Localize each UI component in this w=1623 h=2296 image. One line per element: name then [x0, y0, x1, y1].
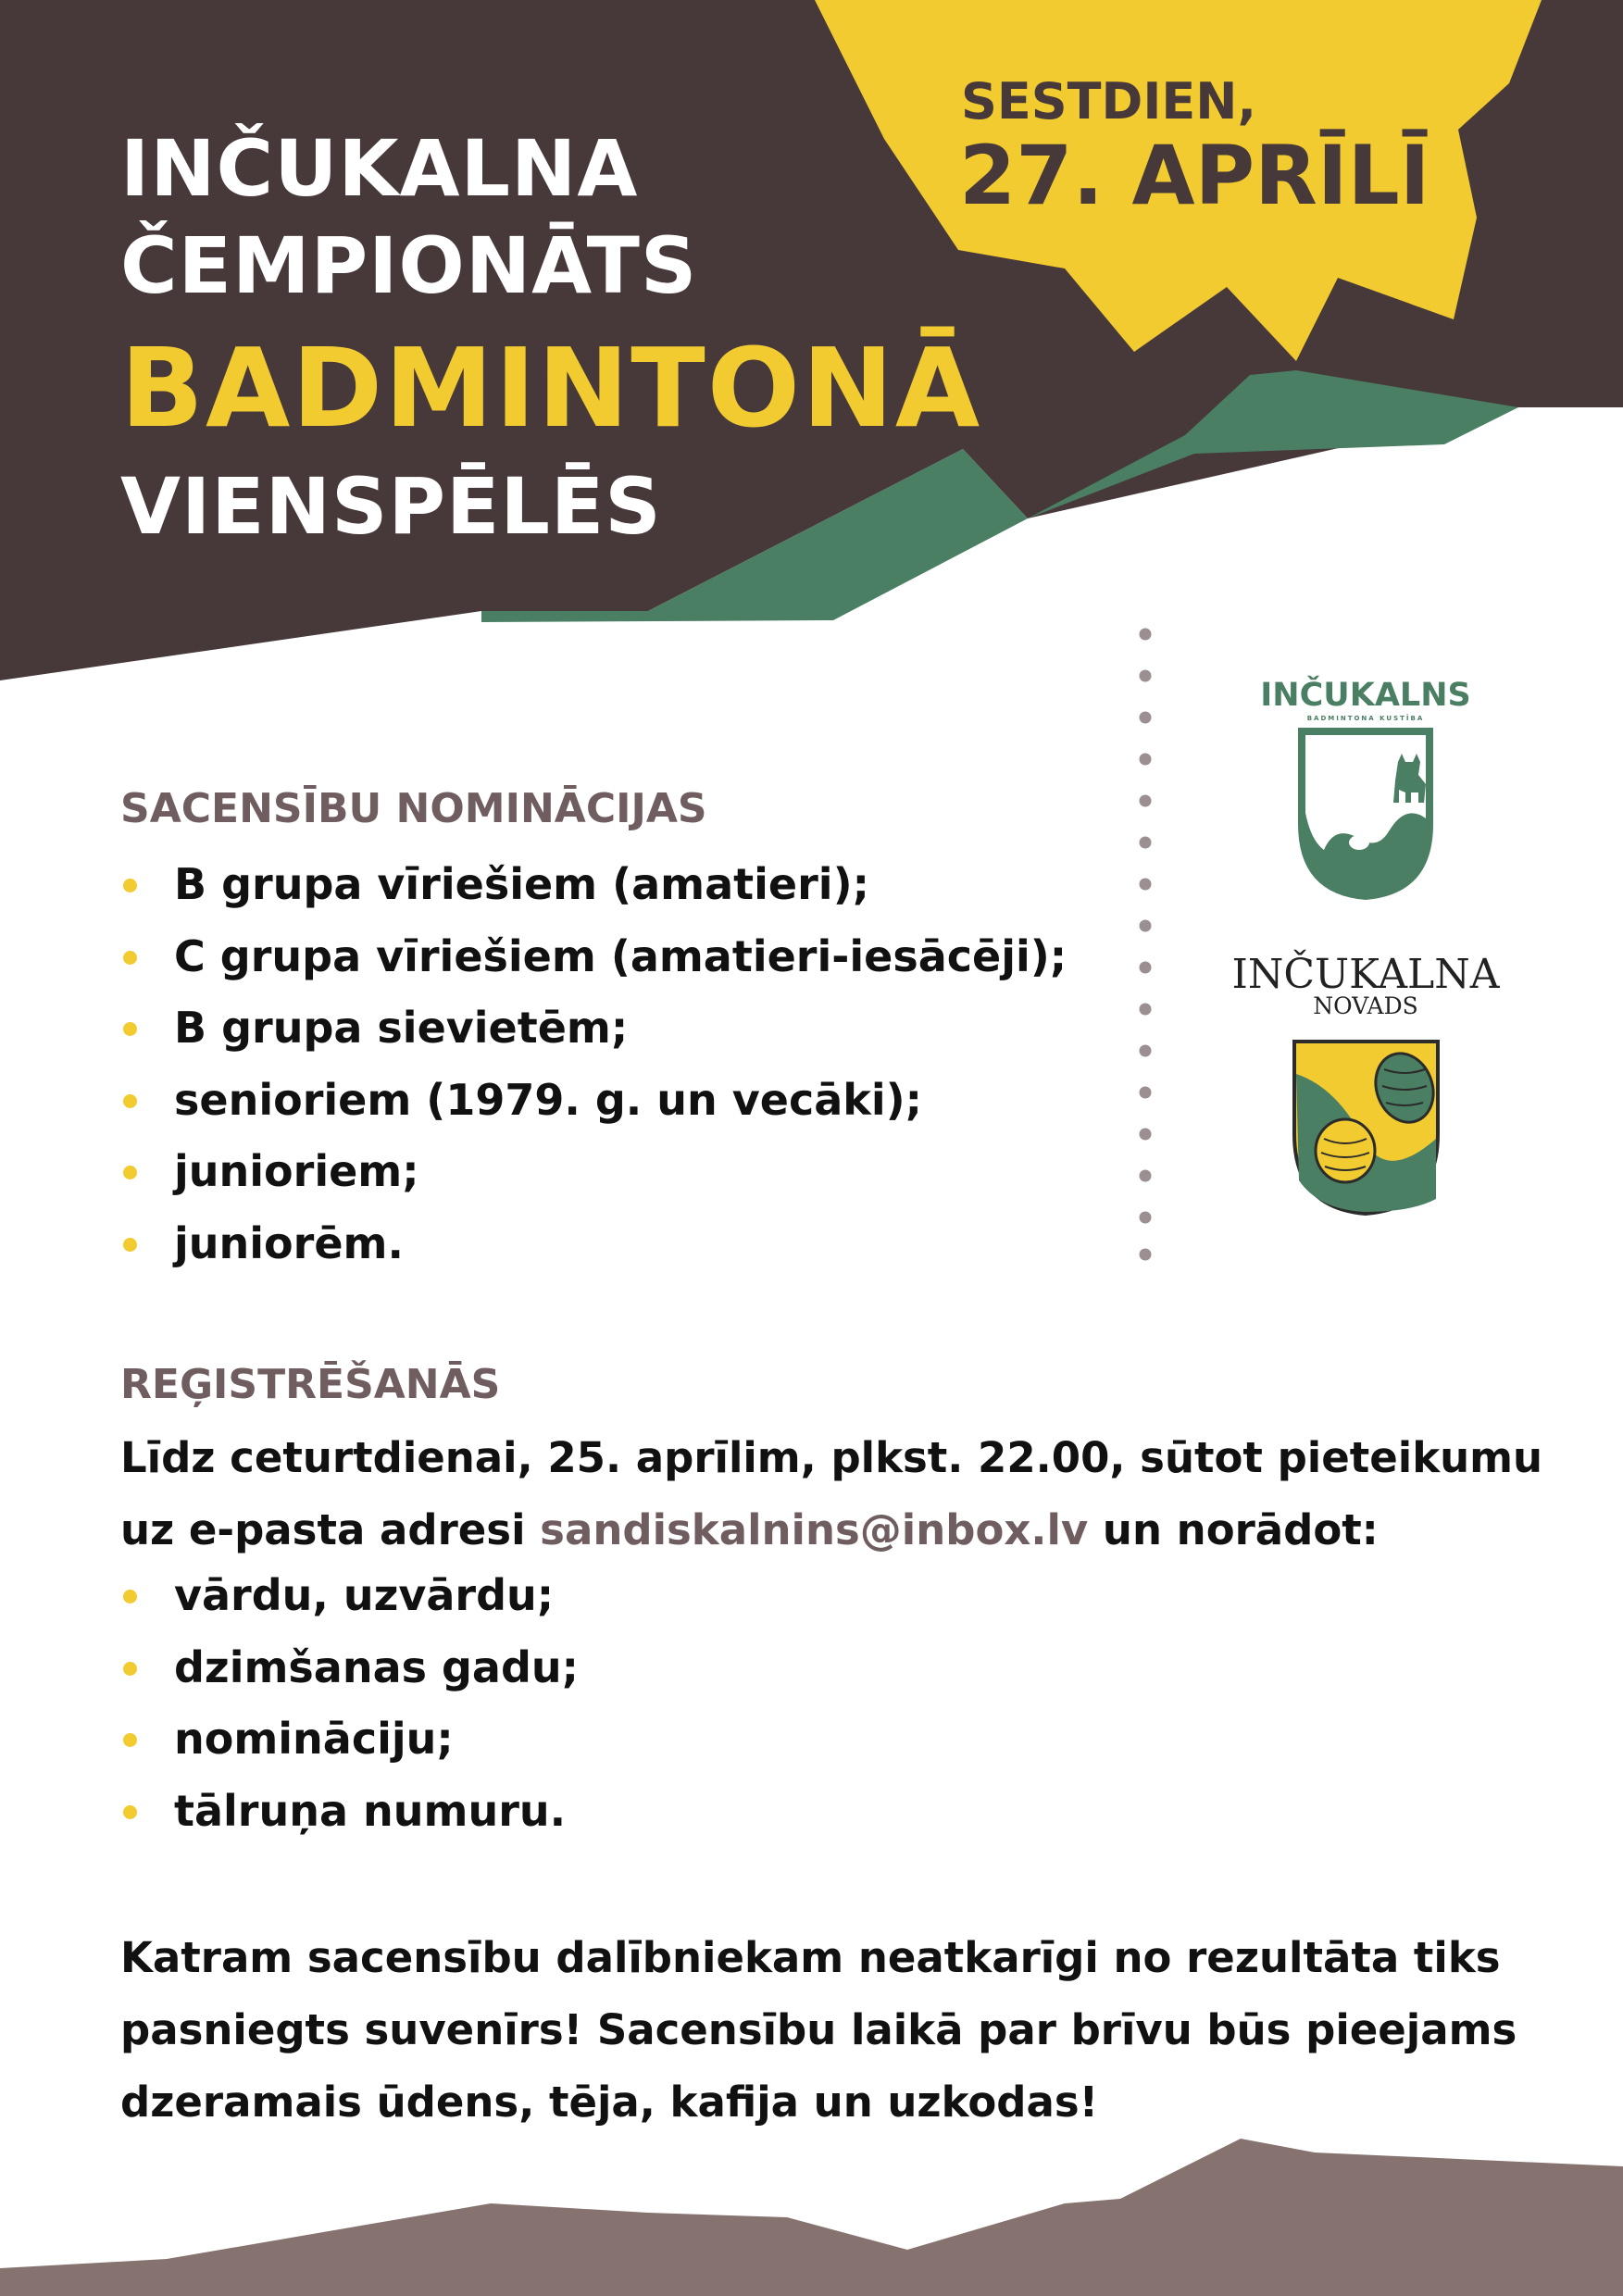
list-item: junioriem;: [120, 1143, 1067, 1216]
closing-line-2: pasniegts suvenīrs! Sacensību laikā par brīvu būs pieejams: [120, 2005, 1517, 2054]
list-item: juniorēm.: [120, 1216, 1067, 1288]
club-name: INČUKALNS: [1260, 677, 1471, 714]
list-item: C grupa vīriešiem (amatieri-iesācēji);: [120, 929, 1067, 1001]
nominations-heading: SACENSĪBU NOMINĀCIJAS: [120, 785, 707, 832]
municipality-name: INČUKALNA: [1231, 951, 1500, 998]
list-item: tālruņa numuru.: [120, 1783, 579, 1855]
list-item: vārdu, uzvārdu;: [120, 1567, 579, 1640]
date-full: 27. APRĪLĪ: [959, 128, 1430, 223]
municipality-crest-icon: [1227, 949, 1504, 1227]
registration-text: [120, 1422, 1543, 1566]
list-item: B grupa sievietēm;: [120, 1000, 1067, 1072]
club-subtitle: BADMINTONA KUSTĪBA: [1306, 715, 1425, 722]
list-item: B grupa vīriešiem (amatieri);: [120, 856, 1067, 929]
list-item: nomināciju;: [120, 1711, 579, 1783]
title-line-1: INČUKALNA: [120, 123, 639, 214]
date-day: SESTDIEN,: [961, 72, 1257, 131]
footer-taupe-band: [0, 2139, 1623, 2296]
registration-list: [120, 1567, 579, 1854]
closing-paragraph: [120, 1922, 1528, 2139]
registration-prefix: uz e-pasta adresi: [120, 1505, 541, 1554]
registration-heading: REĢISTRĒŠANĀS: [120, 1361, 501, 1408]
municipality-logo: [1227, 949, 1504, 1227]
registration-suffix: un norādot:: [1088, 1505, 1379, 1554]
registration-line-2: [120, 1494, 1528, 1566]
title-line-2: ČEMPIONĀTS: [120, 220, 698, 311]
nominations-list: [120, 856, 1067, 1288]
closing-line-1: Katram sacensību dalībniekam neatkarīgi no rezultāta tiks: [120, 1933, 1501, 1982]
list-item: senioriem (1979. g. un vecāki);: [120, 1072, 1067, 1144]
municipality-subtitle: NOVADS: [1313, 992, 1418, 1019]
title-line-4: VIENSPĒLĒS: [120, 461, 662, 552]
title-line-3: BADMINTONĀ: [120, 324, 982, 452]
email-link[interactable]: sandiskalnins@inbox.lv: [540, 1505, 1089, 1554]
club-crest-icon: [1250, 674, 1481, 905]
closing-line-3: dzeramais ūdens, tēja, kafija un uzkodas!: [120, 2078, 1099, 2127]
registration-line-1: Līdz ceturtdienai, 25. aprīlim, plkst. 22.00, sūtot pieteikumu: [120, 1433, 1543, 1482]
list-item: dzimšanas gadu;: [120, 1640, 579, 1712]
club-logo: [1250, 674, 1481, 905]
